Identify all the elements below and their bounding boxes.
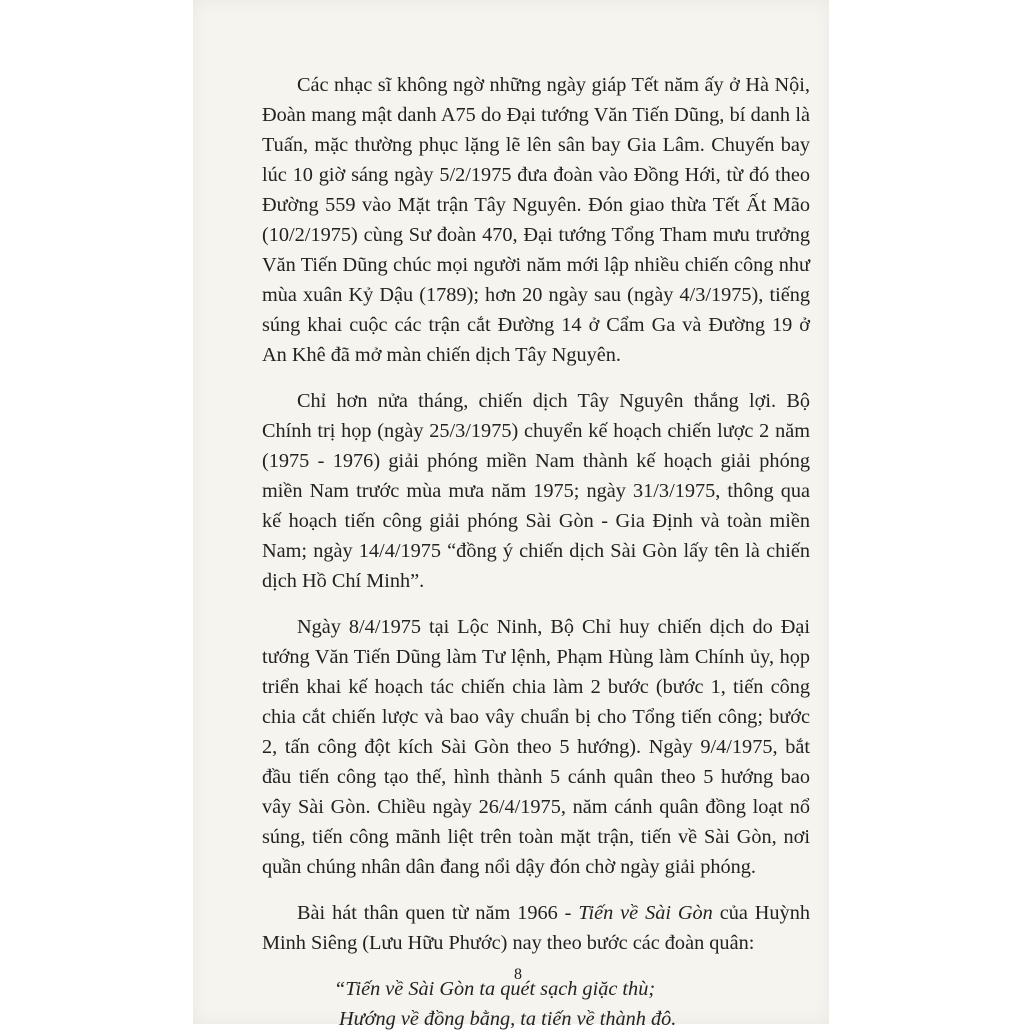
body-text [262, 70, 810, 1034]
paragraph-4 [262, 898, 810, 958]
song-title: Tiến về Sài Gòn [578, 902, 713, 924]
song-quote [334, 974, 810, 1034]
paragraph-1: Các nhạc sĩ không ngờ những ngày giáp Tết năm ấy ở Hà Nội, Đoàn mang mật danh A75 do Đại tướng Văn Tiến Dũng, bí danh là Tuấn, mặc thường phục lặng lẽ lên sân bay Gia Lâm. Chuyến bay lúc 10 giờ sáng ngày 5/2/1975 đưa đoàn vào Đồng Hới, từ đó theo Đường 559 vào Mặt trận Tây Nguyên. Đón giao thừa Tết Ất Mão (10/2/1975) cùng Sư đoàn 470, Đại tướng Tổng Tham mưu trưởng Văn Tiến Dũng chúc mọi người năm mới lập nhiều chiến công như mùa xuân Kỷ Dậu (1789); hơn 20 ngày sau (ngày 4/3/1975), tiếng súng khai cuộc các trận cắt Đường 14 ở Cẩm Ga và Đường 19 ở An Khê đã mở màn chiến dịch Tây Nguyên. [262, 74, 810, 366]
paragraph-2: Chỉ hơn nửa tháng, chiến dịch Tây Nguyên thắng lợi. Bộ Chính trị họp (ngày 25/3/1975) chuyển kế hoạch chiến lược 2 năm (1975 - 1976) giải phóng miền Nam thành kế hoạch giải phóng miền Nam trước mùa mưa năm 1975; ngày 31/3/1975, thông qua kế hoạch tiến công giải phóng Sài Gòn - Gia Định và toàn miền Nam; ngày 14/4/1975 “đồng ý chiến dịch Sài Gòn lấy tên là chiến dịch Hồ Chí Minh”. [262, 390, 810, 592]
page-number: 8 [514, 966, 522, 983]
paragraph-4-start: Bài hát thân quen từ năm 1966 - [297, 902, 579, 924]
paragraph-3: Ngày 8/4/1975 tại Lộc Ninh, Bộ Chỉ huy chiến dịch do Đại tướng Văn Tiến Dũng làm Tư lệnh, Phạm Hùng làm Chính ủy, họp triển khai kế hoạch tác chiến chia làm 2 bước (bước 1, tiến công chia cắt chiến lược và bao vây chuẩn bị cho Tổng tiến công; bước 2, tấn công đột kích Sài Gòn theo 5 hướng). Ngày 9/4/1975, bắt đầu tiến công tạo thế, hình thành 5 cánh quân theo 5 hướng bao vây Sài Gòn. Chiều ngày 26/4/1975, năm cánh quân đồng loạt nổ súng, tiến công mãnh liệt trên toàn mặt trận, tiến về Sài Gòn, nơi quần chúng nhân dân đang nổi dậy đón chờ ngày giải phóng. [262, 616, 810, 878]
paragraph-4-end: của Huỳnh Minh Siêng (Lưu Hữu Phước) nay theo bước các đoàn quân: [262, 902, 810, 954]
quote-line-1: “Tiến về Sài Gòn ta quét sạch giặc thù; [334, 978, 656, 1000]
quote-line-2: Hướng về đồng bằng, ta tiến về thành đô. [339, 1008, 677, 1030]
